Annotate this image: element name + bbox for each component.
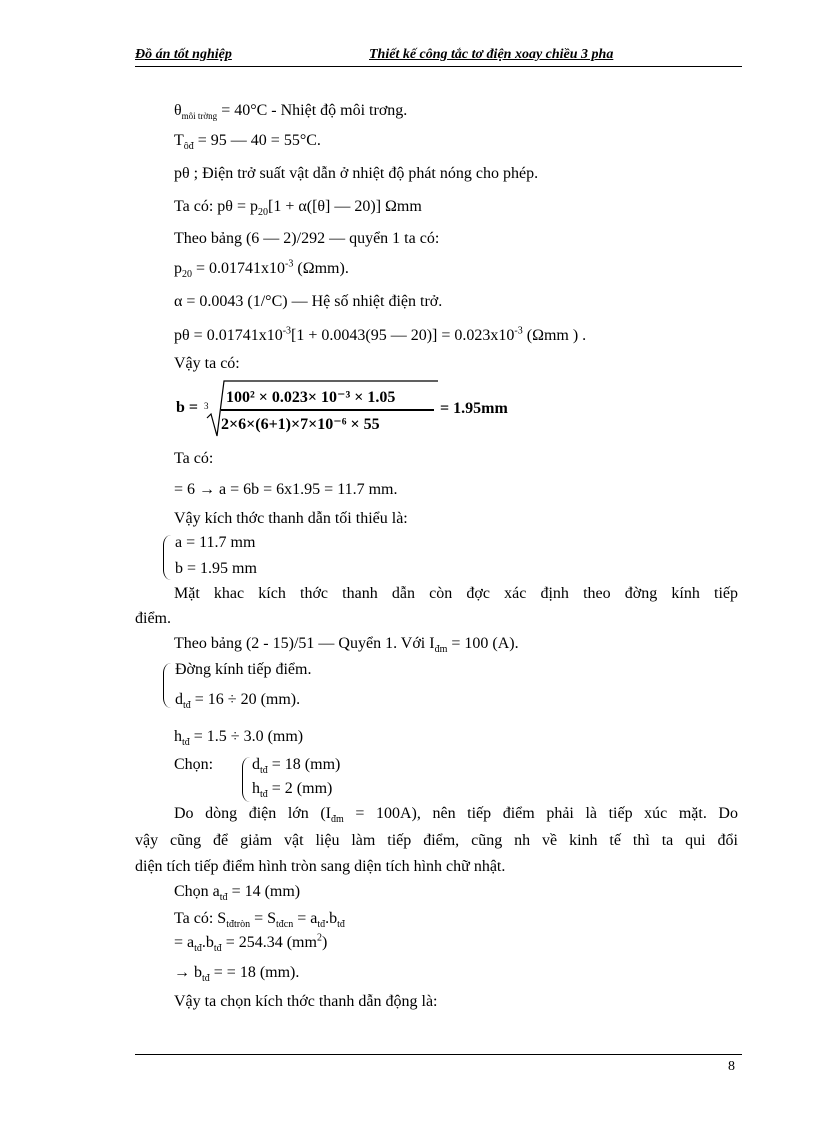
line-ambient-temp: $\theta_{môi trờng} = 40^\circ C$ - Nhiệt độ môi trơng. [174, 102, 408, 122]
line-min-size: Vậy kích thớc thanh dẫn tối thiểu là: [174, 510, 408, 527]
line-chon-h: $h_{tđ} = 2$ (mm) [252, 780, 333, 801]
line-diem: điểm. [135, 610, 171, 627]
line-diameter-range: $d_{tđ} = 16 \div 20$ (mm). [175, 691, 301, 712]
line-other-hand: Mặt khac kích thớc thanh dẫn còn đợc xác định theo đờng kính tiếp [174, 585, 738, 602]
line-b-result: → $b_{tđ}$ = = 18 (mm). [174, 964, 300, 985]
para-large-current-1: Do dòng điện lớn $(I_{đm} = 100A)$, nên tiếp điểm phải là tiếp xúc mặt. Do [174, 805, 738, 826]
line-final-choice: Vậy ta chọn kích thớc thanh dẫn động là: [174, 993, 438, 1010]
line-b-value: b = 1.95 mm [175, 560, 257, 577]
line-chon-a: Chọn $a_{tđ} = 14$ (mm) [174, 883, 301, 904]
line-p-theta: $p\theta = 0.01741x10^{-3}[1 + 0.0043(95$ — $20)] = 0.023x10^{-3}$ (Ωmm ) . [174, 325, 587, 344]
line-table-ref: Theo bảng (6 — 2)/292 — quyển 1 ta có: [174, 230, 440, 247]
line-chon-label: Chọn: [174, 756, 214, 773]
line-a-value: a = 11.7 mm [175, 534, 256, 551]
line-resistivity-def: pθ ; Điện trở suất vật dẫn ở nhiệt độ phát nóng cho phép. [174, 165, 539, 182]
line-diameter-label: Đờng kính tiếp điểm. [175, 661, 312, 678]
line-so-we-have: Vậy ta có: [174, 355, 240, 372]
formula-result: = 1.95mm [440, 400, 508, 417]
brace-chon [242, 757, 251, 802]
line-table-2-15: Theo bảng (2 - 15)/51 — Quyển 1. Với $I_{đm} = 100$ (A). [174, 635, 519, 656]
fraction-bar [221, 409, 434, 411]
brace-diameter [163, 663, 172, 708]
line-height-range: $h_{tđ} = 1.5 \div 3.0$ (mm) [174, 728, 304, 749]
line-p20: $p_{20} = 0.01741x10^{-3}$ (Ωmm). [174, 258, 349, 281]
line-ratio-a: = 6 → a = 6b = 6x1.95 = 11.7 mm. [174, 481, 398, 498]
para-large-current-2: vậy cũng để giảm vật liệu làm tiếp điểm, cũng nh về kinh tế thì ta qui đổi [135, 832, 738, 849]
line-chon-d: $d_{tđ} = 18$ (mm) [252, 756, 341, 777]
line-alpha: α = 0.0043 (1/°C) — Hệ số nhiệt điện trở. [174, 293, 443, 310]
formula-numerator: 100² × 0.023× 10⁻³ × 1.05 [226, 389, 396, 406]
line-ta-co: Ta có: [174, 450, 214, 467]
line-area-value: = $a_{tđ}.b_{tđ} = 254.34$ $(mm^2)$ [174, 932, 328, 955]
formula-lhs: b = [176, 399, 199, 416]
para-large-current-3: diện tích tiếp điểm hình tròn sang diện tích hình chữ nhật. [135, 858, 506, 875]
formula-root-index: 3 [204, 401, 209, 411]
footer-rule [135, 1054, 742, 1055]
brace-ab [163, 535, 172, 580]
formula-denominator: 2×6×(6+1)×7×10⁻⁶ × 55 [221, 416, 380, 433]
header-left: Đồ án tốt nghiệp [135, 47, 232, 62]
line-temp-rise: $T_{ôđ} = 95$ — 40 = 55°C. [174, 132, 321, 153]
line-area-equality: Ta có: $S_{tđtròn} = S_{tđcn} = a_{tđ}.b_{tđ}$ [174, 910, 345, 931]
line-resistivity-formula: Ta có: $p\theta = p_{20}[1 + \alpha([\theta]$ — 20)] Ωmm [174, 198, 422, 219]
header-right: Thiết kế công tắc tơ điện xoay chiều 3 pha [369, 47, 614, 62]
header-rule [135, 66, 742, 67]
page-number: 8 [728, 1059, 735, 1074]
